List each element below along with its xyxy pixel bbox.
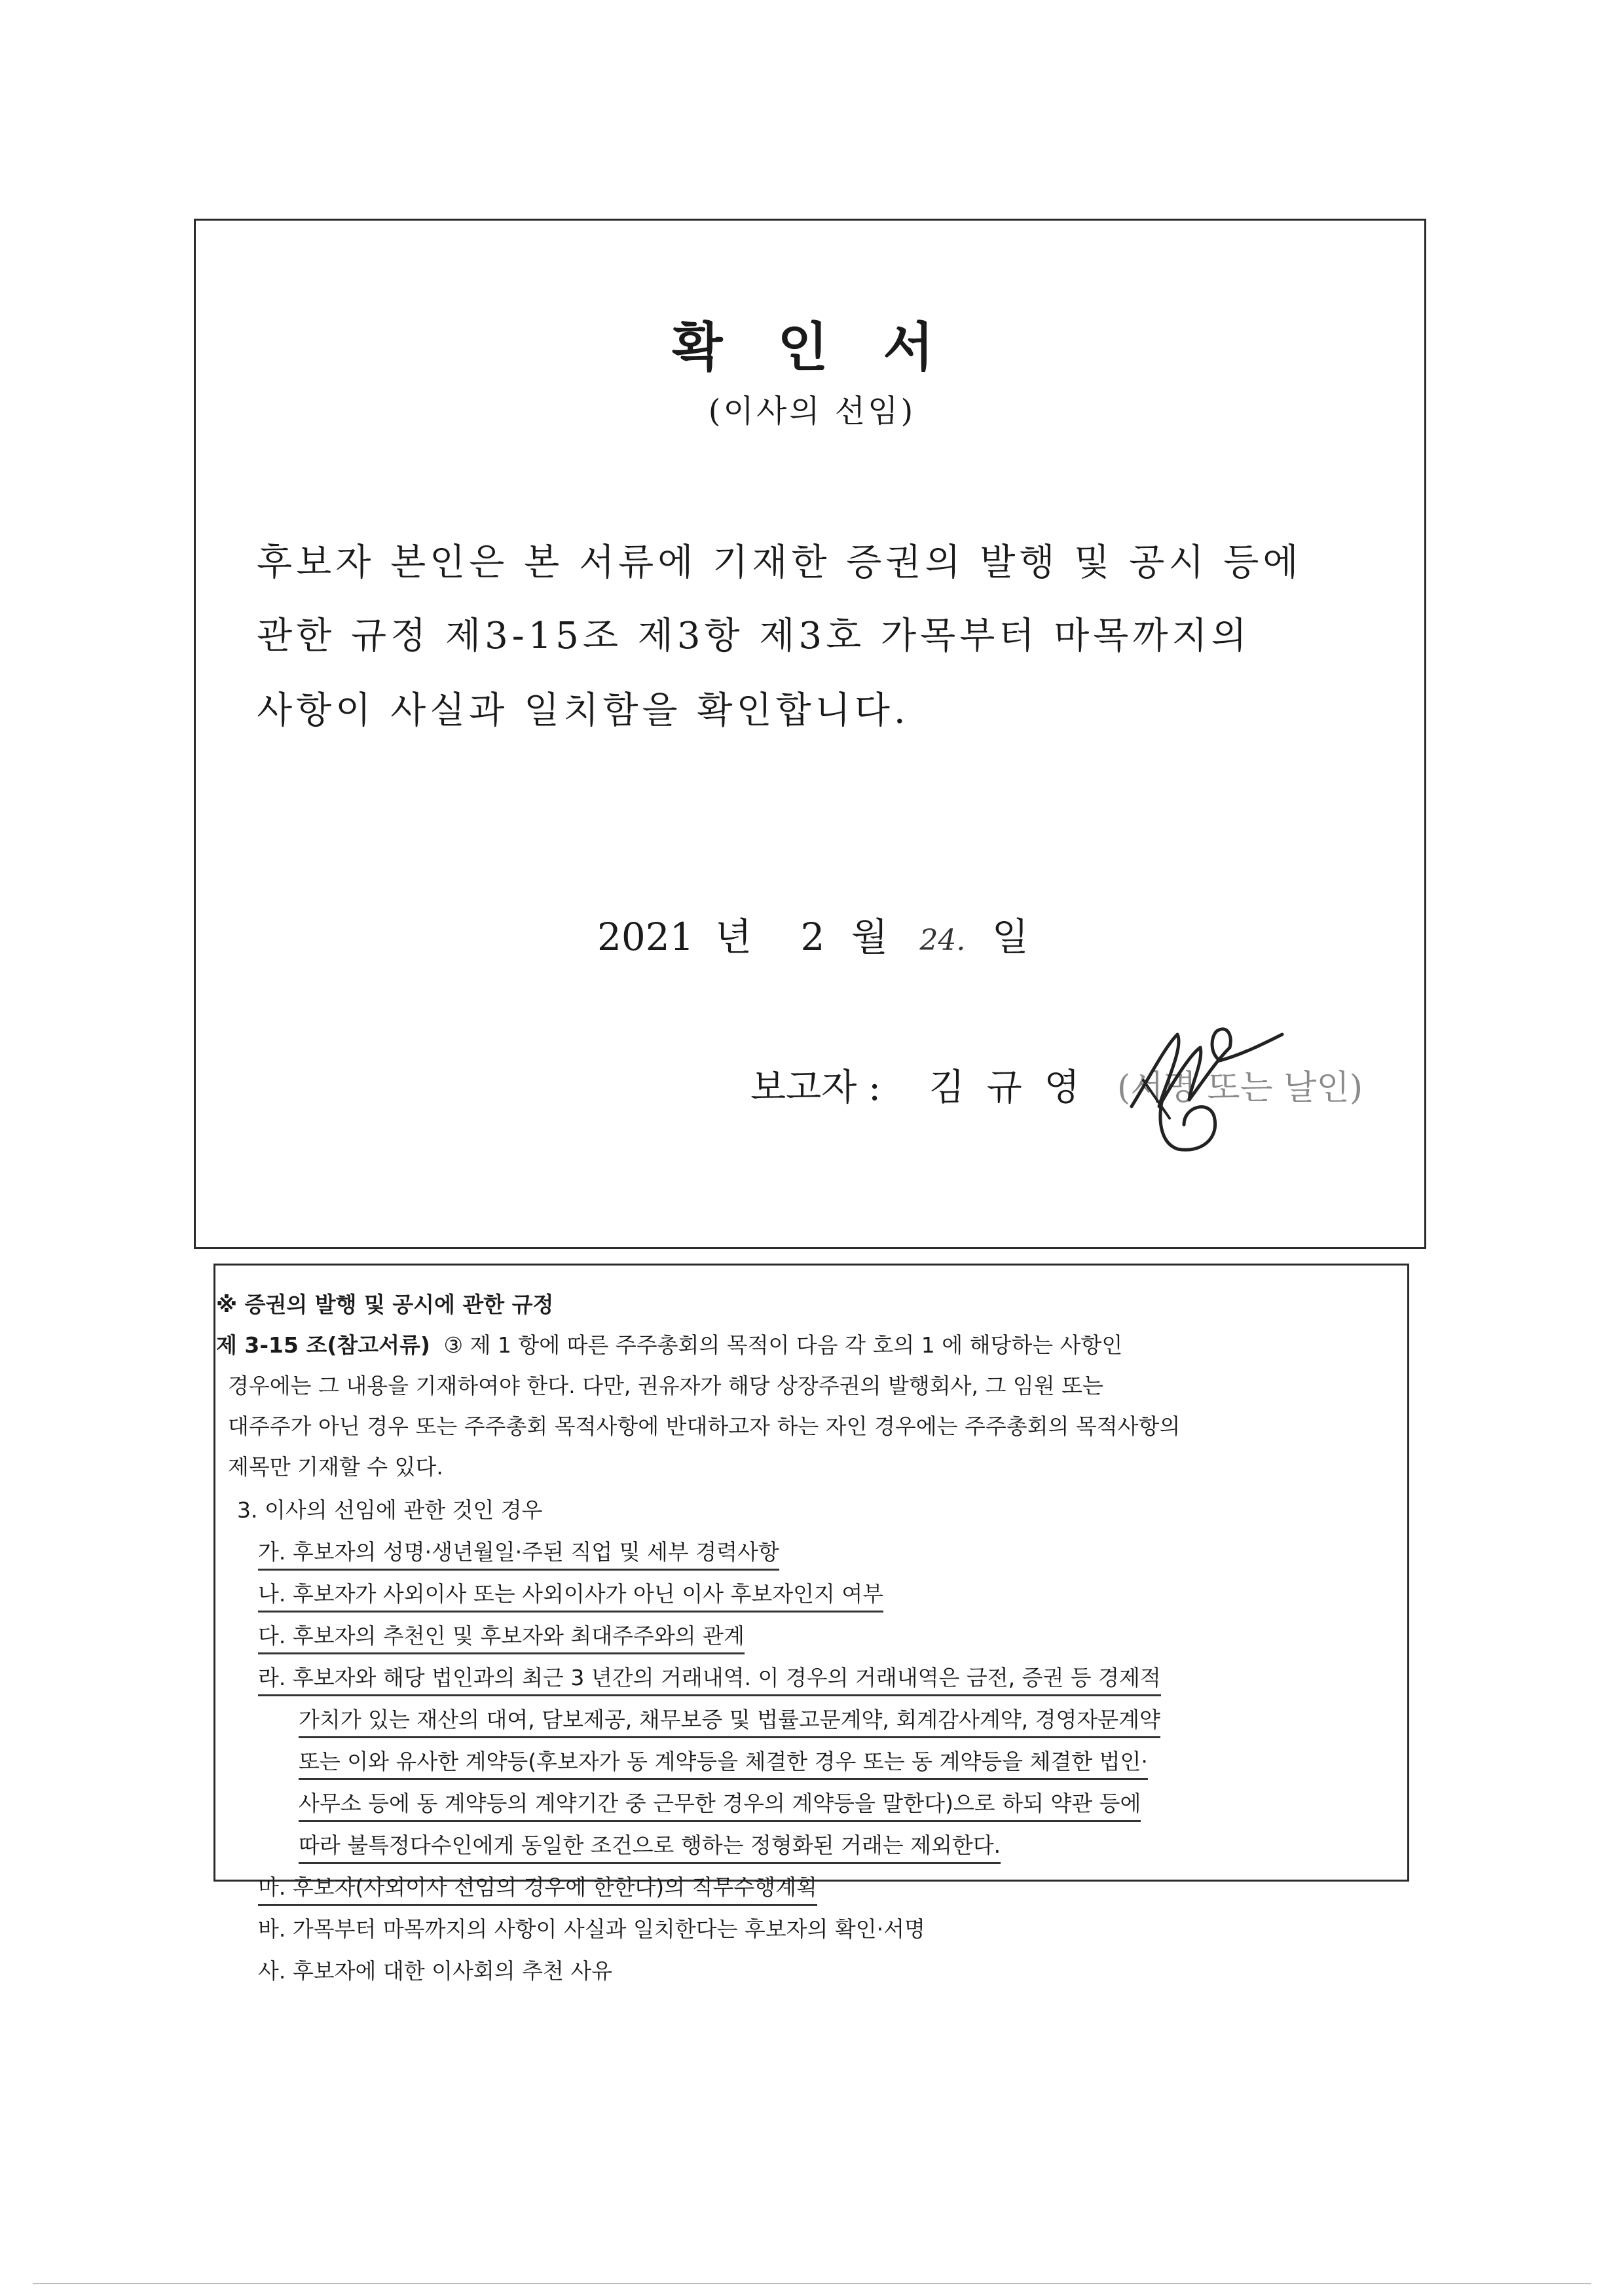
regulation-item-sa: 사. 후보자에 대한 이사회의 추천 사유: [258, 1958, 613, 1984]
date-month: 2: [800, 915, 825, 959]
regulation-item-ma: 마. 후보자(사외이사 선임의 경우에 한한다)의 직무수행계획: [258, 1876, 817, 1898]
regulation-item-ra-line-4: 사무소 등에 동 계약등의 계약기간 중 근무한 경우의 계약등을 말한다)으로 하되 약관 등에: [299, 1793, 1141, 1814]
regulation-item-ra-line-3: 또는 이와 유사한 계약등(후보자가 동 계약등을 체결한 경우 또는 동 계약등을 체결한 법인·: [299, 1751, 1148, 1772]
regulation-item-ra-line-2: 가치가 있는 재산의 대여, 담보제공, 채무보증 및 법률고문계약, 회계감사계약, 경영자문계약: [299, 1709, 1160, 1730]
regulation-heading: ※ 증권의 발행 및 공시에 관한 규정: [216, 1292, 554, 1317]
regulation-item-ra-line-1: 라. 후보자와 해당 법인과의 최근 3 년간의 거래내역. 이 경우의 거래내역은 금전, 증권 등 경제적: [258, 1667, 1161, 1688]
regulation-item-na: 나. 후보자가 사외이사 또는 사외이사가 아닌 이사 후보자인지 여부: [258, 1583, 883, 1605]
statement-line-2: 관한 규정 제3-15조 제3항 제3호 가목부터 마목까지의: [257, 615, 1251, 657]
date-year-unit: 년: [715, 915, 752, 959]
regulation-item-da: 다. 후보자의 추천인 및 후보자와 최대주주와의 관계: [258, 1625, 745, 1647]
date-day-unit: 일: [991, 915, 1029, 959]
regulation-item-ra-line-5: 따라 불특정다수인에게 동일한 조건으로 행하는 정형화된 거래는 제외한다.: [299, 1834, 1001, 1856]
regulation-item-heading: 3. 이사의 선임에 관한 것인 경우: [237, 1497, 543, 1523]
statement-line-1: 후보자 본인은 본 서류에 기재한 증권의 발행 및 공시 등에: [257, 541, 1302, 584]
document-subtitle: (이사의 선임): [708, 393, 916, 429]
regulation-paragraph-text-1: ③ 제 1 항에 따른 주주총회의 목적이 다음 각 호의 1 에 해당하는 사항인: [443, 1332, 1123, 1358]
date-month-unit: 월: [851, 915, 888, 959]
regulation-paragraph-line-3: 대주주가 아닌 경우 또는 주주총회 목적사항에 반대하고자 하는 자인 경우에는 주주총회의 목적사항의: [228, 1413, 1181, 1439]
regulation-article: 제 3-15 조(참고서류): [216, 1332, 430, 1358]
date-line: [597, 915, 1029, 959]
seal-note: (서명 또는 날인): [1117, 1068, 1363, 1108]
date-day-handwritten: 24.: [919, 924, 966, 957]
regulation-paragraph-line-1: [216, 1334, 1122, 1356]
reporter-name: 김 규 영: [929, 1066, 1085, 1109]
handwritten-signature: [1086, 1008, 1321, 1159]
regulation-paragraph-line-4: 제목만 기재할 수 있다.: [228, 1454, 443, 1480]
regulation-item-ba: 바. 가목부터 마목까지의 사항이 사실과 일치한다는 후보자의 확인·서명: [258, 1916, 925, 1942]
regulation-item-ga: 가. 후보자의 성명·생년월일·주된 직업 및 세부 경력사항: [258, 1541, 779, 1563]
regulation-paragraph-line-2: 경우에는 그 내용을 기재하여야 한다. 다만, 권유자가 해당 상장주권의 발행회사, 그 임원 또는: [228, 1373, 1103, 1398]
document-title: 확 인 서: [672, 316, 952, 378]
reporter-line: [750, 1066, 1085, 1109]
statement-line-3: 사항이 사실과 일치함을 확인합니다.: [257, 689, 910, 732]
date-year: 2021: [597, 915, 694, 959]
scan-bottom-edge: [33, 2283, 1591, 2284]
reporter-label: 보고자 :: [750, 1066, 881, 1109]
